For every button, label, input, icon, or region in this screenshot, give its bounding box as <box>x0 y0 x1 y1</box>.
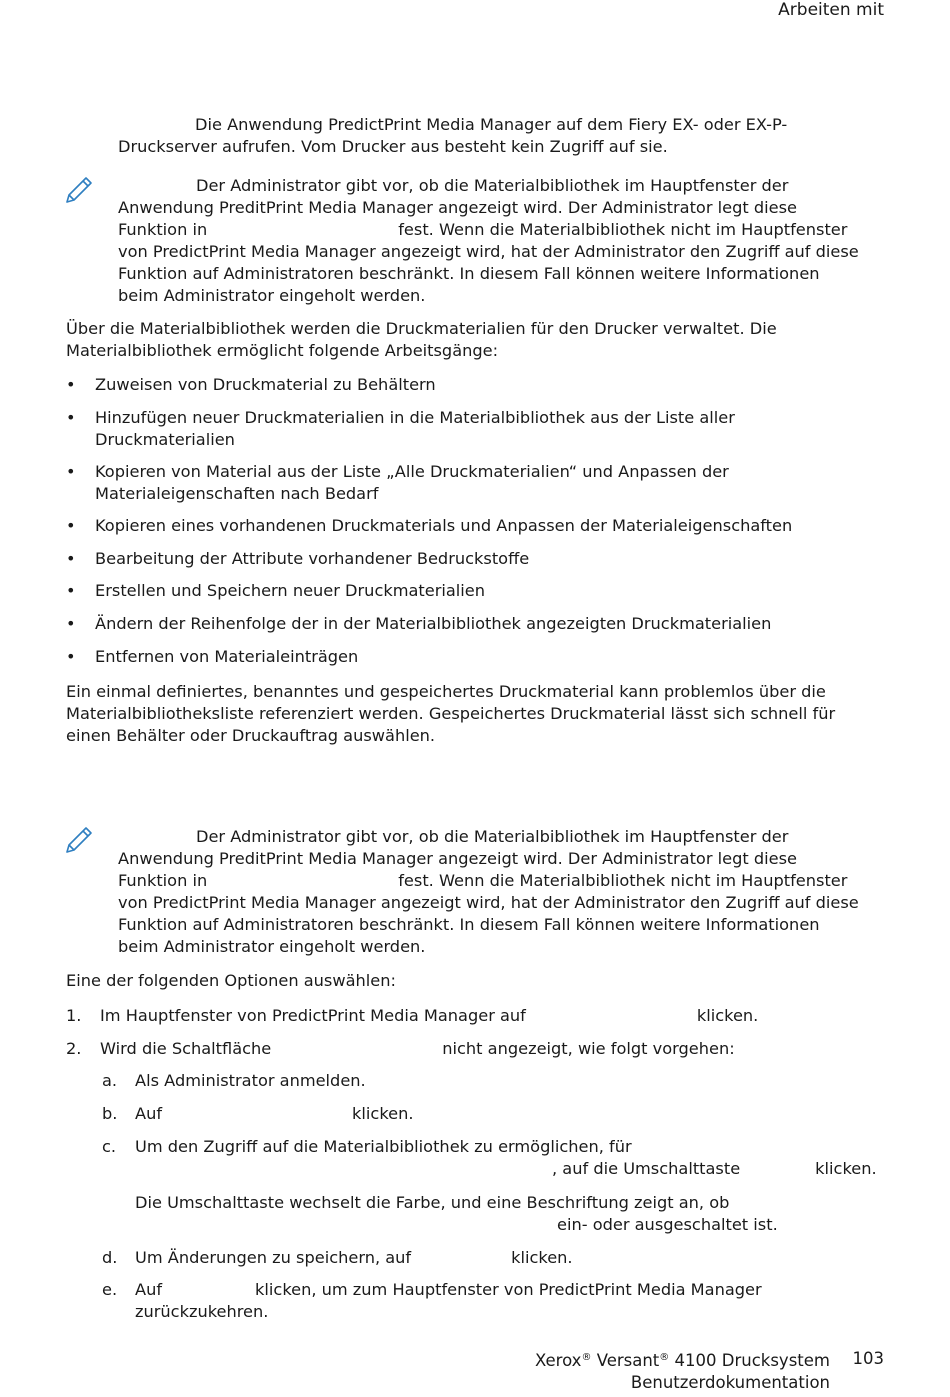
list-item-text: Erstellen und Speichern neuer Druckmaterialien <box>95 581 485 600</box>
pencil-note-icon <box>64 825 94 855</box>
bullet-dot: • <box>66 408 76 427</box>
note-2-line-3b: fest. Wenn die Materialbibliothek nicht im Hauptfenster <box>398 871 848 890</box>
list-item <box>66 613 886 646</box>
list-item <box>66 580 886 613</box>
list-item-text: Zuweisen von Druckmaterial zu Behältern <box>95 375 436 394</box>
footer-product-line <box>535 1350 830 1372</box>
note-2-line-2: Anwendung PreditPrint Media Manager angezeigt wird. Der Administrator legt diese <box>118 849 797 868</box>
intro-paragraph-text: Über die Materialbibliothek werden die Druckmaterialien für den Drucker verwaltet. Die Materialbibliothek ermöglicht folgende Arbeitsgänge: <box>66 319 777 360</box>
substep-e-line-2: zurückzukehren. <box>135 1302 269 1321</box>
list-item <box>66 548 886 580</box>
list-item <box>66 461 886 515</box>
substep-d <box>135 1247 573 1269</box>
list-item <box>66 515 886 548</box>
substep-b-letter: b. <box>102 1104 118 1123</box>
substep-e-text-a: Auf <box>135 1280 163 1299</box>
footer-brand: Xerox <box>534 1351 582 1370</box>
step-2-text-a: Wird die Schaltfläche <box>100 1039 272 1058</box>
list-item-text: Entfernen von Materialeinträgen <box>95 647 359 666</box>
substep-b-text-b: klicken. <box>352 1104 414 1123</box>
running-header: Arbeiten mit <box>778 0 884 20</box>
substep-b-text-a: Auf <box>135 1104 163 1123</box>
note-2 <box>118 826 898 958</box>
note-1 <box>118 175 898 307</box>
note-2-line-1: Der Administrator gibt vor, ob die Materialbibliothek im Hauptfenster der <box>196 827 789 846</box>
substep-a: Als Administrator anmelden. <box>135 1071 366 1090</box>
note-1-line-6: beim Administrator eingeholt werden. <box>118 286 426 305</box>
substep-d-text-b: klicken. <box>511 1248 573 1267</box>
note-1-line-1: Der Administrator gibt vor, ob die Materialbibliothek im Hauptfenster der <box>196 176 789 195</box>
substep-c-line-2 <box>552 1158 877 1180</box>
substep-d-letter: d. <box>102 1248 118 1267</box>
substep-c-text-a: , auf die Umschalttaste <box>552 1159 741 1178</box>
summary-paragraph-text: Ein einmal definiertes, benanntes und gespeichertes Druckmaterial kann problemlos über die Materialbibliotheksliste referenziert werden. Gespeichertes Druckmaterial lässt sich schnell für einen Behälter oder Druckauftrag auswählen. <box>66 682 836 745</box>
note-1-line-4: von PredictPrint Media Manager angezeigt wird, hat der Administrator den Zugriff auf diese <box>118 242 859 261</box>
list-item-text: Ändern der Reihenfolge der in der Materialbibliothek angezeigten Druckmaterialien <box>95 614 772 633</box>
substep-e-text-b: klicken, um zum Hauptfenster von PredictPrint Media Manager <box>255 1280 762 1299</box>
footer-product <box>535 1350 830 1394</box>
footer-model: 4100 Drucksystem <box>674 1351 830 1370</box>
list-item-text: Bearbeitung der Attribute vorhandener Bedruckstoffe <box>95 549 530 568</box>
step-1-number: 1. <box>66 1006 82 1025</box>
note-1-line-3b: fest. Wenn die Materialbibliothek nicht im Hauptfenster <box>398 220 848 239</box>
note-2-line-4: von PredictPrint Media Manager angezeigt wird, hat der Administrator den Zugriff auf diese <box>118 893 859 912</box>
footer-product-name: Versant <box>596 1351 660 1370</box>
substep-c-info-line-2: ein- oder ausgeschaltet ist. <box>557 1215 778 1234</box>
bullet-dot: • <box>66 462 76 481</box>
bullet-list <box>66 374 886 679</box>
pencil-note-icon <box>64 175 94 205</box>
options-intro-text: Eine der folgenden Optionen auswählen: <box>66 971 396 990</box>
substep-c-info-line-1: Die Umschalttaste wechselt die Farbe, und eine Beschriftung zeigt an, ob <box>135 1193 730 1212</box>
footer-reg-mark: ® <box>659 1352 670 1363</box>
list-item <box>66 374 886 407</box>
step-2-text-b: nicht angezeigt, wie folgt vorgehen: <box>442 1039 735 1058</box>
substep-c-letter: c. <box>102 1137 117 1156</box>
substep-e-letter: e. <box>102 1280 118 1299</box>
bullet-dot: • <box>66 581 76 600</box>
intro-note <box>118 114 818 158</box>
substep-c-text-b: klicken. <box>815 1159 877 1178</box>
list-item <box>66 407 886 461</box>
substep-c-line-1: Um den Zugriff auf die Materialbibliothek zu ermöglichen, für <box>135 1137 632 1156</box>
note-1-line-3 <box>118 219 898 241</box>
options-intro <box>66 970 766 992</box>
bullet-dot: • <box>66 614 76 633</box>
note-2-line-3 <box>118 870 898 892</box>
bullet-dot: • <box>66 549 76 568</box>
step-2-number: 2. <box>66 1039 82 1058</box>
list-item-text: Kopieren von Material aus der Liste „Alle Druckmaterialien“ und Anpassen der Materialeigenschaften nach Bedarf <box>95 462 729 503</box>
bullet-dot: • <box>66 375 76 394</box>
substep-d-text-a: Um Änderungen zu speichern, auf <box>135 1248 412 1267</box>
substep-b <box>135 1103 413 1125</box>
step-1 <box>100 1005 758 1027</box>
note-1-line-2: Anwendung PreditPrint Media Manager angezeigt wird. Der Administrator legt diese <box>118 198 797 217</box>
step-1-text-b: klicken. <box>696 1006 759 1025</box>
intro-paragraph <box>66 318 806 362</box>
list-item <box>66 646 886 679</box>
list-item-text: Kopieren eines vorhandenen Druckmaterials und Anpassen der Materialeigenschaften <box>95 516 793 535</box>
bullet-dot: • <box>66 647 76 666</box>
note-2-line-6: beim Administrator eingeholt werden. <box>118 937 426 956</box>
note-1-line-5: Funktion auf Administratoren beschränkt. In diesem Fall können weitere Informationen <box>118 264 820 283</box>
note-2-line-5: Funktion auf Administratoren beschränkt. In diesem Fall können weitere Informationen <box>118 915 820 934</box>
page-number: 103 <box>852 1349 884 1368</box>
step-2 <box>100 1038 735 1060</box>
intro-note-text: Die Anwendung PredictPrint Media Manager auf dem Fiery EX- oder EX-P-Druckserver aufrufen. Vom Drucker aus besteht kein Zugriff auf sie. <box>118 115 788 156</box>
footer-doc-title: Benutzerdokumentation <box>630 1373 830 1392</box>
substep-e-line-1 <box>135 1279 762 1301</box>
substep-a-letter: a. <box>102 1071 118 1090</box>
note-2-line-3a: Funktion in <box>118 871 208 890</box>
summary-paragraph <box>66 681 851 747</box>
footer-reg-mark: ® <box>581 1352 592 1363</box>
note-1-line-3a: Funktion in <box>118 220 208 239</box>
bullet-dot: • <box>66 516 76 535</box>
step-1-text-a: Im Hauptfenster von PredictPrint Media Manager auf <box>100 1006 526 1025</box>
list-item-text: Hinzufügen neuer Druckmaterialien in die Materialbibliothek aus der Liste aller Druckmaterialien <box>95 408 735 449</box>
